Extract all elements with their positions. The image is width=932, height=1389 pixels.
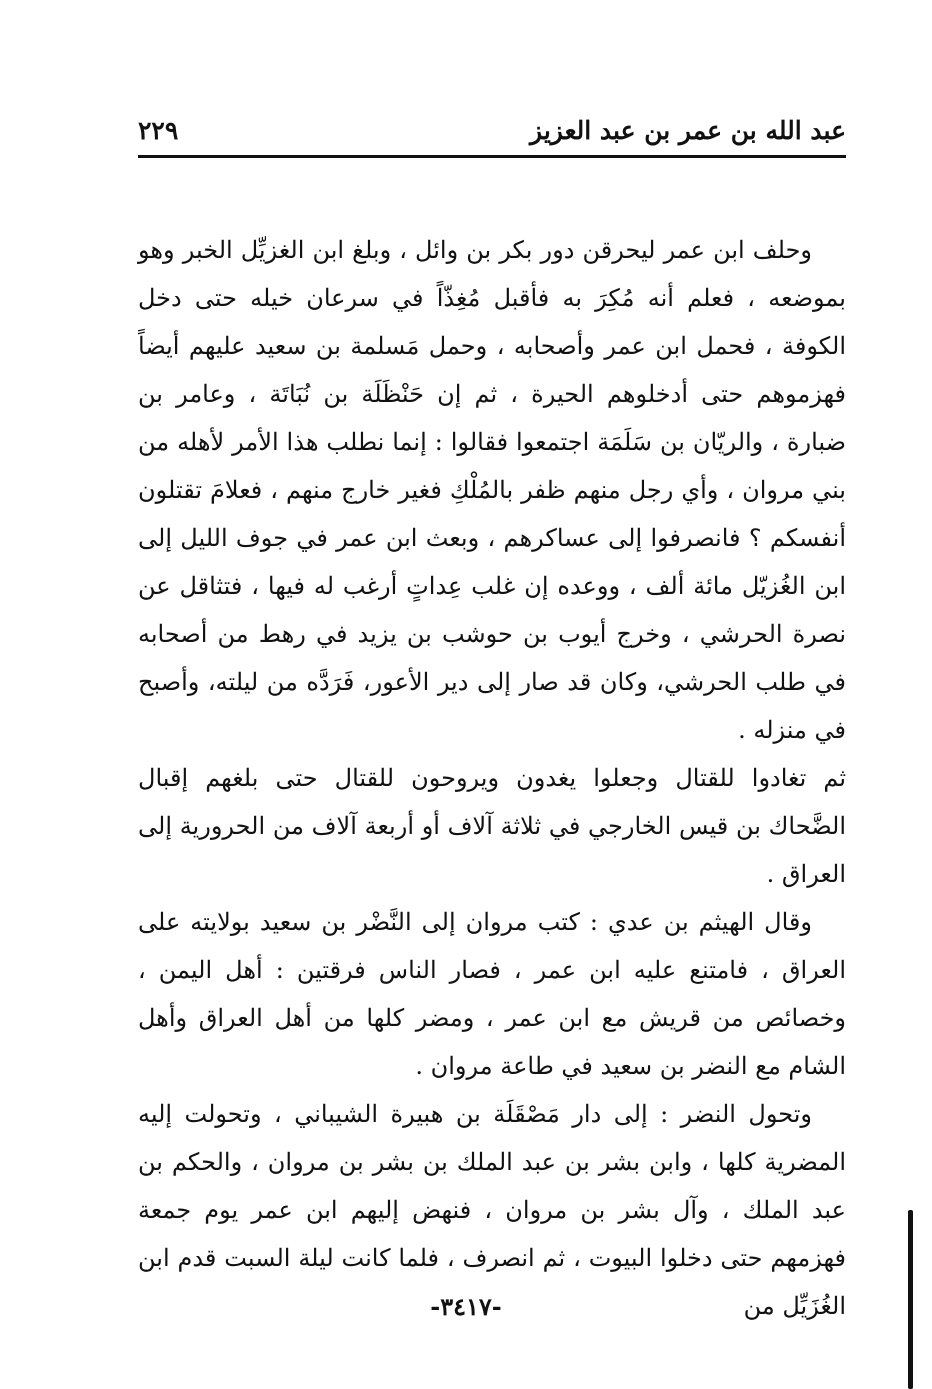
header-rule bbox=[138, 155, 846, 158]
scan-margin-mark bbox=[908, 1210, 913, 1389]
paragraph-1: وحلف ابن عمر ليحرقن دور بكر بن وائل ، وبلغ ابن الغزيِّل الخبر وهو بموضعه ، فعلم أنه مُكِرَ به فأقبل مُغِذّاً في سرعان خيله حتى دخل الكوفة ، فحمل ابن عمر وأصحابه ، وحمل مَسلمة بن سعيد عليهم أيضاً فهزموهم حتى أدخلوهم الحيرة ، ثم إن حَنْظَلَة بن نُبَاتَة ، وعامر بن ضبارة ، والريّان بن سَلَمَة اجتمعوا فقالوا : إنما نطلب هذا الأمر لأهله من بني مروان ، وأي رجل منهم ظفر بالمُلْكِ فغير خارج منهم ، فعلامَ تقتلون أنفسكم ؟ فانصرفوا إلى عساكرهم ، وبعث ابن عمر في جوف الليل إلى ابن الغُزيّل مائة ألف ، ووعده إن غلب عِداتٍ أرغب له فيها ، فتثاقل عن نصرة الحرشي ، وخرج أيوب بن حوشب بن يزيد في رهط من أصحابه في طلب الحرشي، وكان قد صار إلى دير الأعور، فَرَدَّه من ليلته، وأصبح في منزله . bbox=[138, 236, 847, 744]
body-text bbox=[138, 226, 846, 1330]
running-title: عبد الله بن عمر بن عبد العزيز bbox=[530, 116, 846, 145]
page-number-bottom: -٣٤١٧- bbox=[430, 1292, 502, 1321]
page-number-top: ٢٢٩ bbox=[138, 116, 179, 145]
paragraph-3: وقال الهيثم بن عدي : كتب مروان إلى النَّضْر بن سعيد بولايته على العراق ، فامتنع عليه ابن عمر ، فصار الناس فرقتين : أهل اليمن ، وخصائص من قريش مع ابن عمر ، ومضر كلها من أهل العراق وأهل الشام مع النضر بن سعيد في طاعة مروان . bbox=[138, 908, 846, 1080]
page-header bbox=[138, 112, 846, 154]
paragraph-4: وتحول النضر : إلى دار مَصْقَلَة بن هبيرة الشيباني ، وتحولت إليه المضرية كلها ، وابن بشر بن عبد الملك بن بشر بن مروان ، والحكم بن عبد الملك ، وآل بشر بن مروان ، فنهض إليهم ابن عمر يوم جمعة فهزمهم حتى دخلوا البيوت ، ثم انصرف ، فلما كانت ليلة السبت قدم ابن الغُزَيِّل من bbox=[138, 1100, 847, 1320]
paragraph-2: ثم تغادوا للقتال وجعلوا يغدون ويروحون للقتال حتى بلغهم إقبال الضَّحاك بن قيس الخارجي في ثلاثة آلاف أو أربعة آلاف من الحرورية إلى العراق . bbox=[138, 764, 846, 888]
